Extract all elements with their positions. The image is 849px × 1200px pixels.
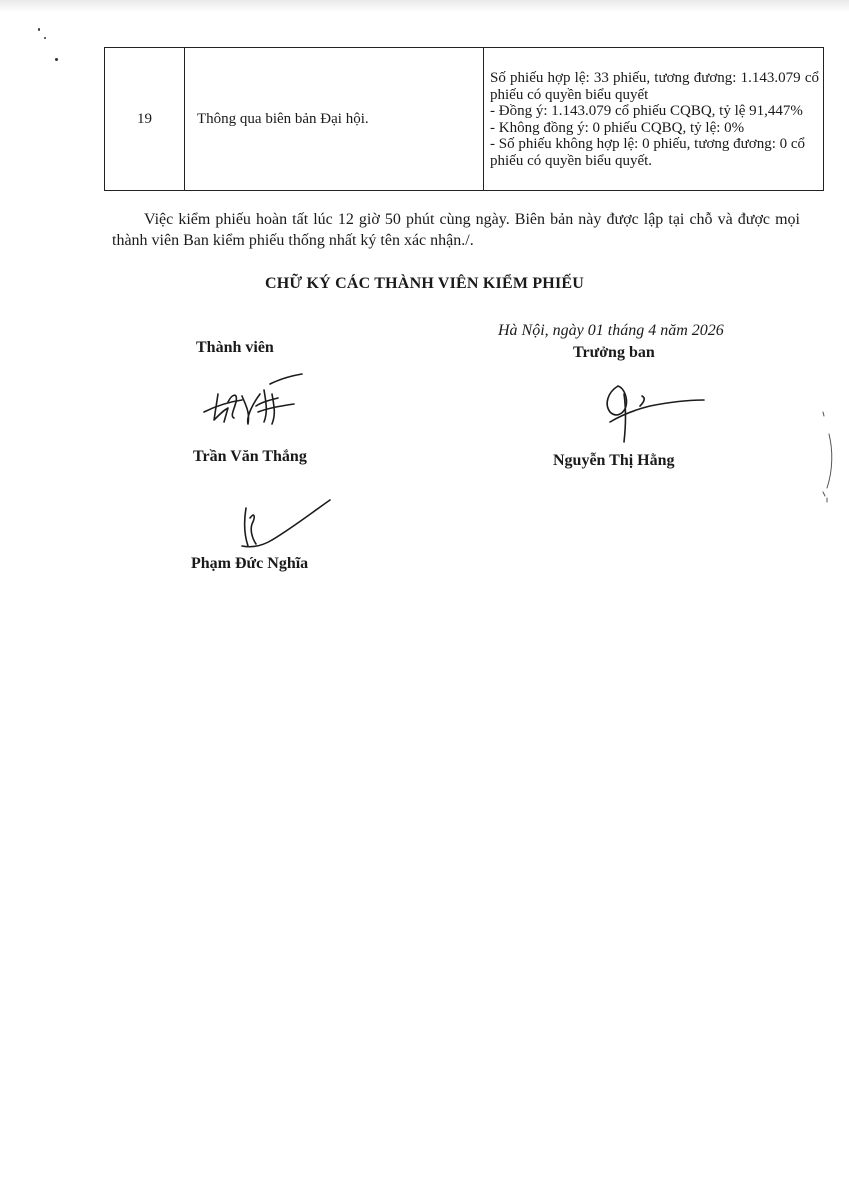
voting-results-table: [104, 47, 824, 191]
place-date: Hà Nội, ngày 01 tháng 4 năm 2026: [498, 322, 724, 339]
result-line: - Đồng ý: 1.143.079 cổ phiếu CQBQ, tỷ lệ 91,447%: [490, 103, 803, 119]
signature-tran-van-thang: [198, 372, 308, 432]
row-content: Thông qua biên bản Đại hội.: [185, 48, 484, 191]
signature-nguyen-thi-hang: [580, 372, 710, 447]
scan-margin-marks: [817, 410, 837, 515]
member-2-name: Phạm Đức Nghĩa: [191, 555, 309, 572]
closing-paragraph: Việc kiểm phiếu hoàn tất lúc 12 giờ 50 phút cùng ngày. Biên bản này được lập tại chỗ và được mọi thành viên Ban kiểm phiếu thống nhất ký tên xác nhận./.: [112, 211, 800, 249]
signatures-heading: CHỮ KÝ CÁC THÀNH VIÊN KIỂM PHIẾU: [264, 275, 585, 292]
scan-speck: [38, 28, 40, 31]
signature-pham-duc-nghia: [238, 494, 338, 554]
scan-speck: [44, 37, 46, 39]
result-line: Số phiếu hợp lệ: 33 phiếu, tương đương: 1.143.079 cổ phiếu có quyền biểu quyết: [490, 70, 819, 103]
result-line: - Không đồng ý: 0 phiếu CQBQ, tỷ lệ: 0%: [490, 119, 745, 136]
table-row: [105, 48, 824, 191]
row-number: 19: [105, 48, 185, 191]
scan-speck: [55, 58, 58, 61]
row-result: [484, 48, 824, 191]
scan-top-edge: [0, 0, 849, 12]
result-line: - Số phiếu không hợp lệ: 0 phiếu, tương đương: 0 cổ phiếu có quyền biểu quyết.: [490, 136, 806, 169]
chair-name: Nguyễn Thị Hằng: [553, 452, 675, 469]
members-title: Thành viên: [196, 339, 274, 356]
chair-title: Trưởng ban: [573, 344, 655, 361]
member-1-name: Trần Văn Thắng: [193, 448, 307, 465]
